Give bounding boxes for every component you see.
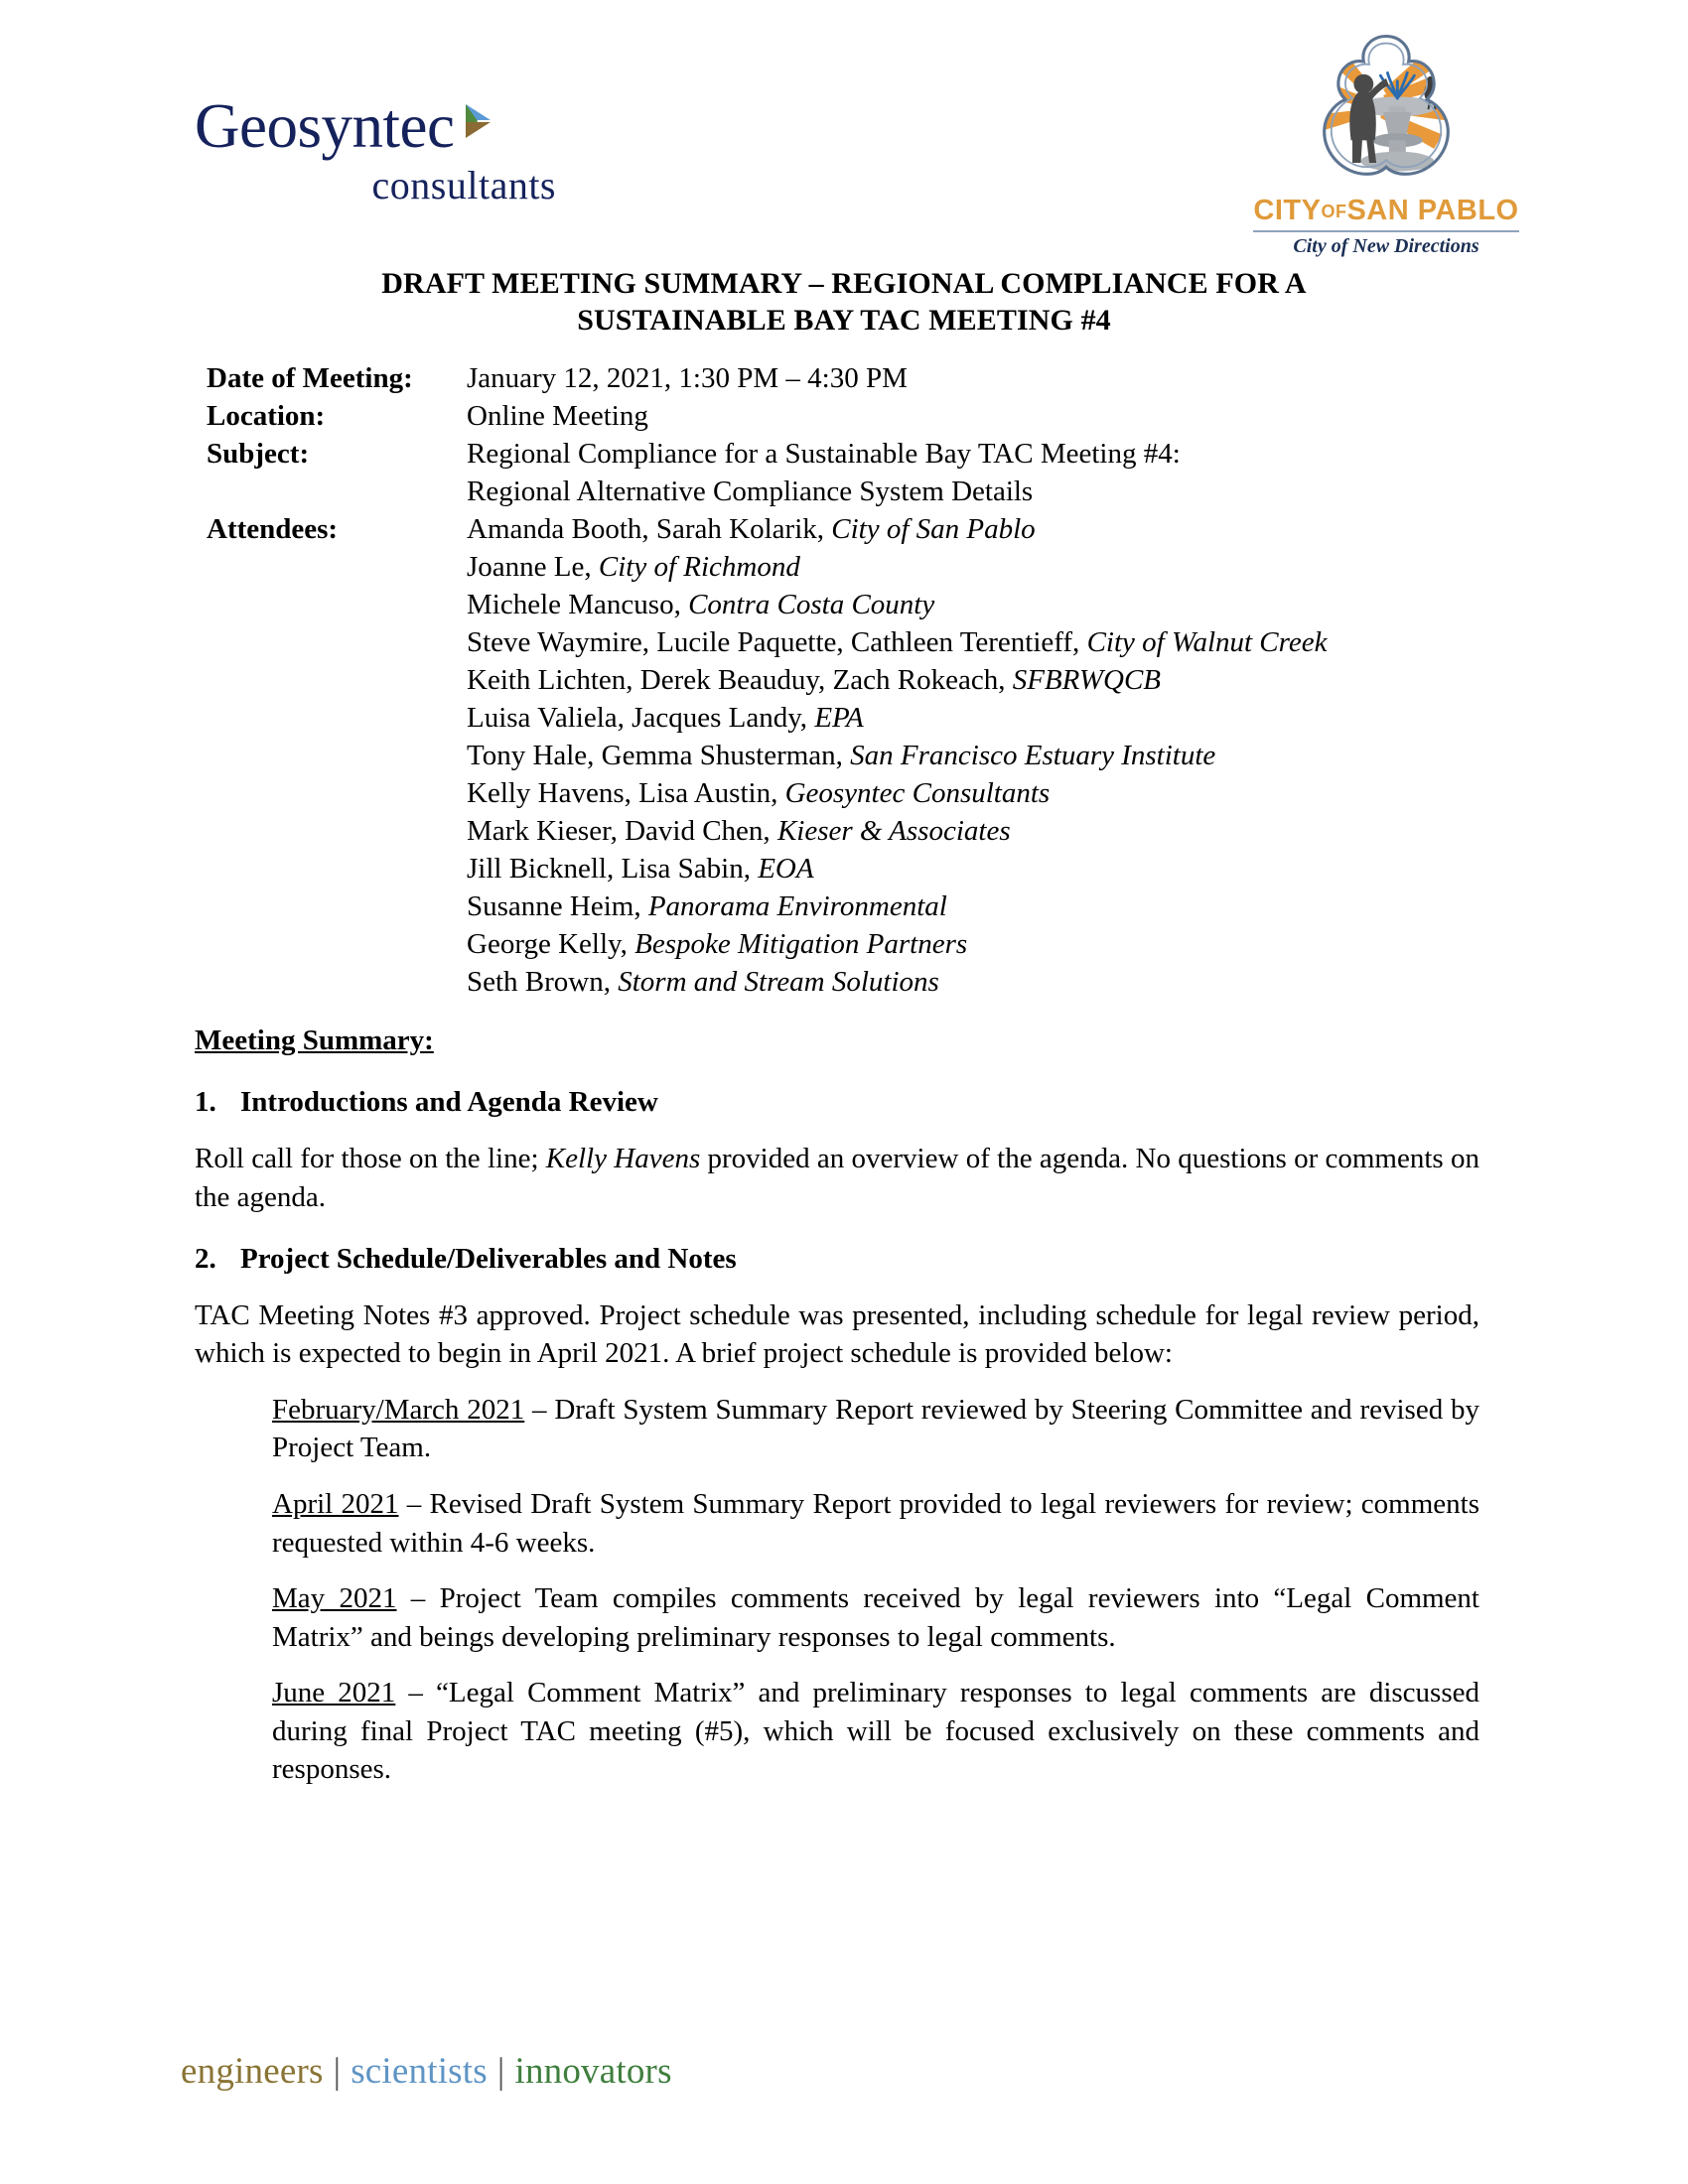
attendee-org: EOA: [758, 852, 814, 885]
page-title-line-2: SUSTAINABLE BAY TAC MEETING #4: [577, 303, 1111, 337]
san-pablo-logo: [1251, 28, 1521, 258]
attendee-names: Steve Waymire, Lucile Paquette, Cathleen Terentieff,: [467, 626, 1087, 659]
attendee-row: [467, 813, 1688, 851]
attendee-names: Joanne Le,: [467, 551, 599, 584]
attendee-row: [467, 700, 1688, 738]
attendee-row: [467, 851, 1688, 888]
footer-scientists: scientists: [351, 2051, 488, 2092]
footer-tagline: [181, 2050, 672, 2093]
attendee-row: [467, 775, 1688, 813]
meeting-summary-heading: Meeting Summary:: [195, 1024, 434, 1056]
attendee-org: Kieser & Associates: [776, 815, 1011, 847]
section-2-body: TAC Meeting Notes #3 approved. Project schedule was presented, including schedule for legal review period, which is expected to begin in April 2021. A brief project schedule is provided below:: [195, 1298, 1479, 1370]
attendee-org: City of Richmond: [598, 551, 800, 584]
section-1-body: [195, 1140, 1479, 1216]
attendee-org: Contra Costa County: [688, 589, 935, 621]
schedule-item-date: February/March 2021: [272, 1393, 525, 1426]
attendee-names: Jill Bicknell, Lisa Sabin,: [467, 852, 759, 885]
meta-row-subject: [207, 436, 1688, 474]
schedule-item: [272, 1579, 1479, 1656]
geosyntec-wordmark: Geosyntec: [195, 91, 455, 161]
attendee-names: Luisa Valiela, Jacques Landy,: [467, 702, 815, 735]
attendee-org: SFBRWQCB: [1012, 664, 1161, 697]
attendee-row: [467, 587, 1688, 624]
attendee-org: EPA: [814, 702, 864, 735]
schedule-item-text: – Draft System Summary Report reviewed by Steering Committee and revised by Project Team.: [272, 1393, 1479, 1464]
date-value: January 12, 2021, 1:30 PM – 4:30 PM: [467, 362, 908, 395]
attendee-org: Storm and Stream Solutions: [618, 965, 939, 998]
attendee-org: Bespoke Mitigation Partners: [634, 927, 968, 960]
meta-row-attendees: [207, 511, 1688, 1002]
document-body: [0, 1022, 1688, 1789]
san-pablo-wordmark: [1251, 195, 1521, 227]
geosyntec-subtitle: consultants: [371, 163, 556, 207]
san-pablo-of-text: OF: [1321, 202, 1347, 221]
schedule-item-text: – Revised Draft System Summary Report provided to legal reviewers for review; comments requested within 4-6 weeks.: [272, 1487, 1480, 1559]
footer-engineers: engineers: [181, 2051, 324, 2092]
section-2-title: Project Schedule/Deliverables and Notes: [240, 1243, 737, 1276]
san-pablo-city-text: CITY: [1253, 195, 1322, 226]
attendee-row: [467, 926, 1688, 964]
attendees-label: Attendees:: [207, 513, 339, 546]
schedule-item: [272, 1674, 1479, 1789]
san-pablo-divider: [1253, 230, 1519, 232]
footer-separator-2: |: [496, 2051, 505, 2092]
attendee-names: Mark Kieser, David Chen,: [467, 815, 777, 847]
attendee-names: Tony Hale, Gemma Shusterman,: [467, 740, 851, 772]
section-2-heading: [195, 1240, 1479, 1279]
attendee-names: Michele Mancuso,: [467, 589, 689, 621]
attendee-org: City of Walnut Creek: [1086, 626, 1328, 659]
attendee-row: [467, 738, 1688, 775]
attendee-row: [467, 511, 1688, 549]
san-pablo-tagline: City of New Directions: [1293, 235, 1479, 257]
attendee-org: Geosyntec Consultants: [784, 777, 1051, 810]
san-pablo-quatrefoil-seal: [1302, 28, 1471, 197]
attendee-row: [467, 662, 1688, 700]
attendee-names: Seth Brown,: [467, 965, 619, 998]
section-1-body-italic: Kelly Havens: [545, 1143, 701, 1175]
section-2-number: 2.: [195, 1243, 216, 1276]
schedule-item-date: April 2021: [272, 1487, 399, 1520]
meta-row-location: [207, 398, 1688, 436]
attendee-row: [467, 964, 1688, 1002]
subject-label: Subject:: [207, 438, 310, 471]
date-label: Date of Meeting:: [207, 362, 413, 395]
attendee-org: City of San Pablo: [831, 513, 1036, 546]
schedule-item: [272, 1485, 1479, 1562]
schedule-item-date: May 2021: [272, 1582, 397, 1615]
page-title: [318, 266, 1370, 339]
section-1-body-post: provided an overview of the agenda. No questions or comments on the agenda.: [195, 1143, 1479, 1213]
san-pablo-place-text: SAN PABLO: [1346, 195, 1519, 226]
attendee-names: Susanne Heim,: [467, 889, 648, 922]
section-1-body-pre: Roll call for those on the line;: [195, 1143, 546, 1175]
schedule-item-date: June 2021: [272, 1677, 396, 1709]
section-1-heading: [195, 1083, 1479, 1122]
attendee-names: Amanda Booth, Sarah Kolarik,: [467, 513, 832, 546]
section-1-number: 1.: [195, 1086, 216, 1119]
meeting-metadata: [0, 360, 1688, 1002]
attendees-list: [467, 511, 1688, 1002]
subject-value-continued: Regional Alternative Compliance System Details: [467, 476, 1034, 508]
schedule-item-text: – Project Team compiles comments received by legal reviewers into “Legal Comment Matrix” and beings developing preliminary responses to legal comments.: [272, 1582, 1479, 1653]
geosyntec-logo: [195, 91, 572, 208]
document-header: [0, 0, 1688, 266]
subject-value: Regional Compliance for a Sustainable Bay TAC Meeting #4:: [467, 438, 1181, 471]
attendee-org: Panorama Environmental: [647, 889, 947, 922]
schedule-item-text: – “Legal Comment Matrix” and preliminary responses to legal comments are discussed during final Project TAC meeting (#5), which will be focused exclusively on these comments and responses.: [272, 1677, 1479, 1786]
page-title-line-1: DRAFT MEETING SUMMARY – REGIONAL COMPLIANCE FOR A: [381, 267, 1307, 300]
attendee-names: Keith Lichten, Derek Beauduy, Zach Rokeach,: [467, 664, 1013, 697]
attendee-names: Kelly Havens, Lisa Austin,: [467, 777, 785, 810]
attendee-names: George Kelly,: [467, 927, 635, 960]
location-label: Location:: [207, 400, 326, 433]
attendee-row: [467, 549, 1688, 587]
geosyntec-triangle-mark: [458, 101, 497, 141]
attendee-row: [467, 888, 1688, 926]
location-value: Online Meeting: [467, 400, 648, 433]
schedule-item: [272, 1391, 1479, 1467]
meta-row-date: [207, 360, 1688, 398]
attendee-org: San Francisco Estuary Institute: [850, 740, 1216, 772]
section-1-title: Introductions and Agenda Review: [240, 1086, 658, 1119]
attendee-row: [467, 624, 1688, 662]
footer-separator-1: |: [333, 2051, 342, 2092]
footer-innovators: innovators: [514, 2051, 672, 2092]
